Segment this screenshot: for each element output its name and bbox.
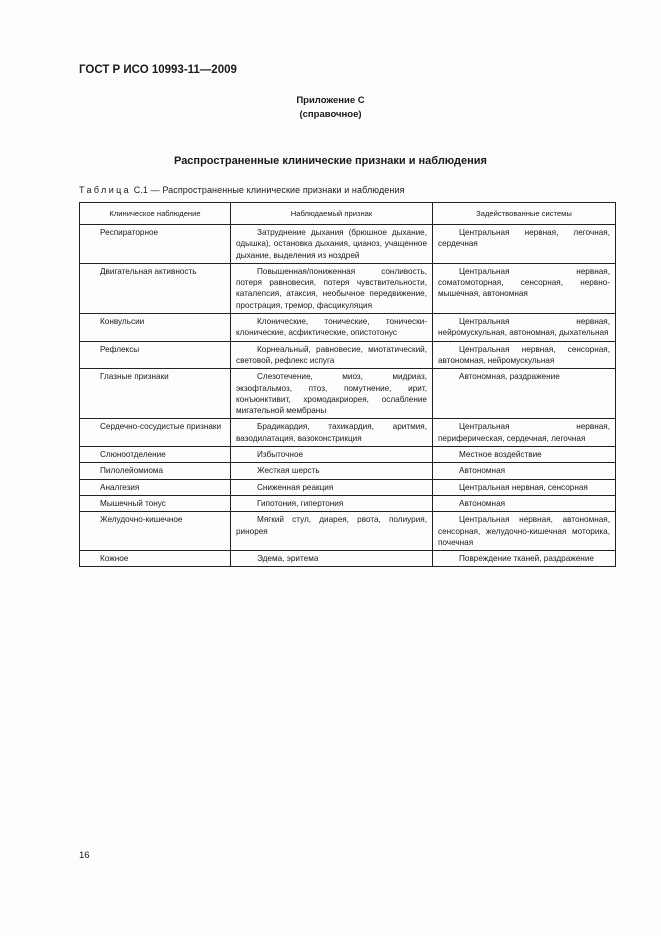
page-number: 16 [79,850,90,861]
cell-observation: Конвульсии [80,314,231,342]
cell-systems: Автономная [433,463,616,479]
section-title: Распространенные клинические признаки и наблюдения [174,155,487,167]
header-observation: Клиническое наблюдение [80,203,231,225]
cell-observation: Двигательная активность [80,263,231,313]
cell-sign: Жесткая шерсть [231,463,433,479]
table-row [80,495,616,511]
document-code: ГОСТ Р ИСО 10993-11—2009 [79,64,237,76]
signs-table [79,202,616,567]
table-row [80,512,616,551]
cell-observation: Глазные признаки [80,369,231,419]
table-row [80,447,616,463]
cell-systems: Местное воздействие [433,447,616,463]
table-row [80,369,616,419]
cell-observation: Слюноотделение [80,447,231,463]
table-caption-text: — Распространенные клинические признаки и наблюдения [150,185,405,195]
cell-systems: Автономная [433,495,616,511]
table-caption-prefix: Таблица [79,185,132,195]
cell-systems: Автономная, раздражение [433,369,616,419]
table-caption-number: С.1 [133,185,149,195]
cell-systems: Центральная нервная, нейромускульная, автономная, дыхательная [433,314,616,342]
table-row [80,341,616,369]
cell-sign: Мягкий стул, диарея, рвота, полиурия, ринорея [231,512,433,551]
header-systems: Задействованные системы [433,203,616,225]
cell-sign: Эдема, эритема [231,551,433,567]
appendix-title: Приложение С [296,95,365,106]
cell-observation: Пилолейомиома [80,463,231,479]
cell-systems: Центральная нервная, сенсорная [433,479,616,495]
cell-observation: Кожное [80,551,231,567]
cell-sign: Избыточное [231,447,433,463]
cell-systems: Центральная нервная, периферическая, сердечная, легочная [433,419,616,447]
cell-sign: Повышенная/пониженная сонливость, потеря равновесия, потеря чувствительности, каталепсия, атаксия, необычное передвижение, прострация, тремор, фасцикуляция [231,263,433,313]
cell-sign: Гипотония, гипертония [231,495,433,511]
table-row [80,419,616,447]
table-row [80,463,616,479]
cell-sign: Клонические, тонические, тонически-клонические, асфиктические, опистотонус [231,314,433,342]
table-row [80,479,616,495]
cell-sign: Сниженная реакция [231,479,433,495]
cell-observation: Мышечный тонус [80,495,231,511]
cell-systems: Центральная нервная, соматомоторная, сенсорная, нервно-мышечная, автономная [433,263,616,313]
table-row [80,314,616,342]
cell-systems: Центральная нервная, сенсорная, автономная, нейромускульная [433,341,616,369]
table-row [80,263,616,313]
cell-systems: Повреждение тканей, раздражение [433,551,616,567]
table-row [80,225,616,264]
cell-sign: Затруднение дыхания (брюшное дыхание, одышка), остановка дыхания, цианоз, учащенное дыхание, выделения из ноздрей [231,225,433,264]
appendix-heading [0,94,661,122]
table-row [80,551,616,567]
cell-observation: Сердечно-сосудистые признаки [80,419,231,447]
cell-sign: Брадикардия, тахикардия, аритмия, вазодилатация, вазоконстрикция [231,419,433,447]
cell-observation: Рефлексы [80,341,231,369]
table-header-row [80,203,616,225]
cell-sign: Слезотечение, миоз, мидриаз, экзофтальмоз, птоз, помутнение, ирит, конъюнктивит, хромодакриорея, ослабление мигательной мембраны [231,369,433,419]
cell-observation: Респираторное [80,225,231,264]
appendix-subtitle: (справочное) [299,109,362,120]
cell-systems: Центральная нервная, автономная, сенсорная, желудочно-кишечная моторика, почечная [433,512,616,551]
cell-observation: Желудочно-кишечное [80,512,231,551]
table-caption [79,185,405,195]
cell-observation: Аналгезия [80,479,231,495]
cell-sign: Корнеальный, равновесие, миотатический, световой, рефлекс испуга [231,341,433,369]
header-sign: Наблюдаемый признак [231,203,433,225]
cell-systems: Центральная нервная, легочная, сердечная [433,225,616,264]
